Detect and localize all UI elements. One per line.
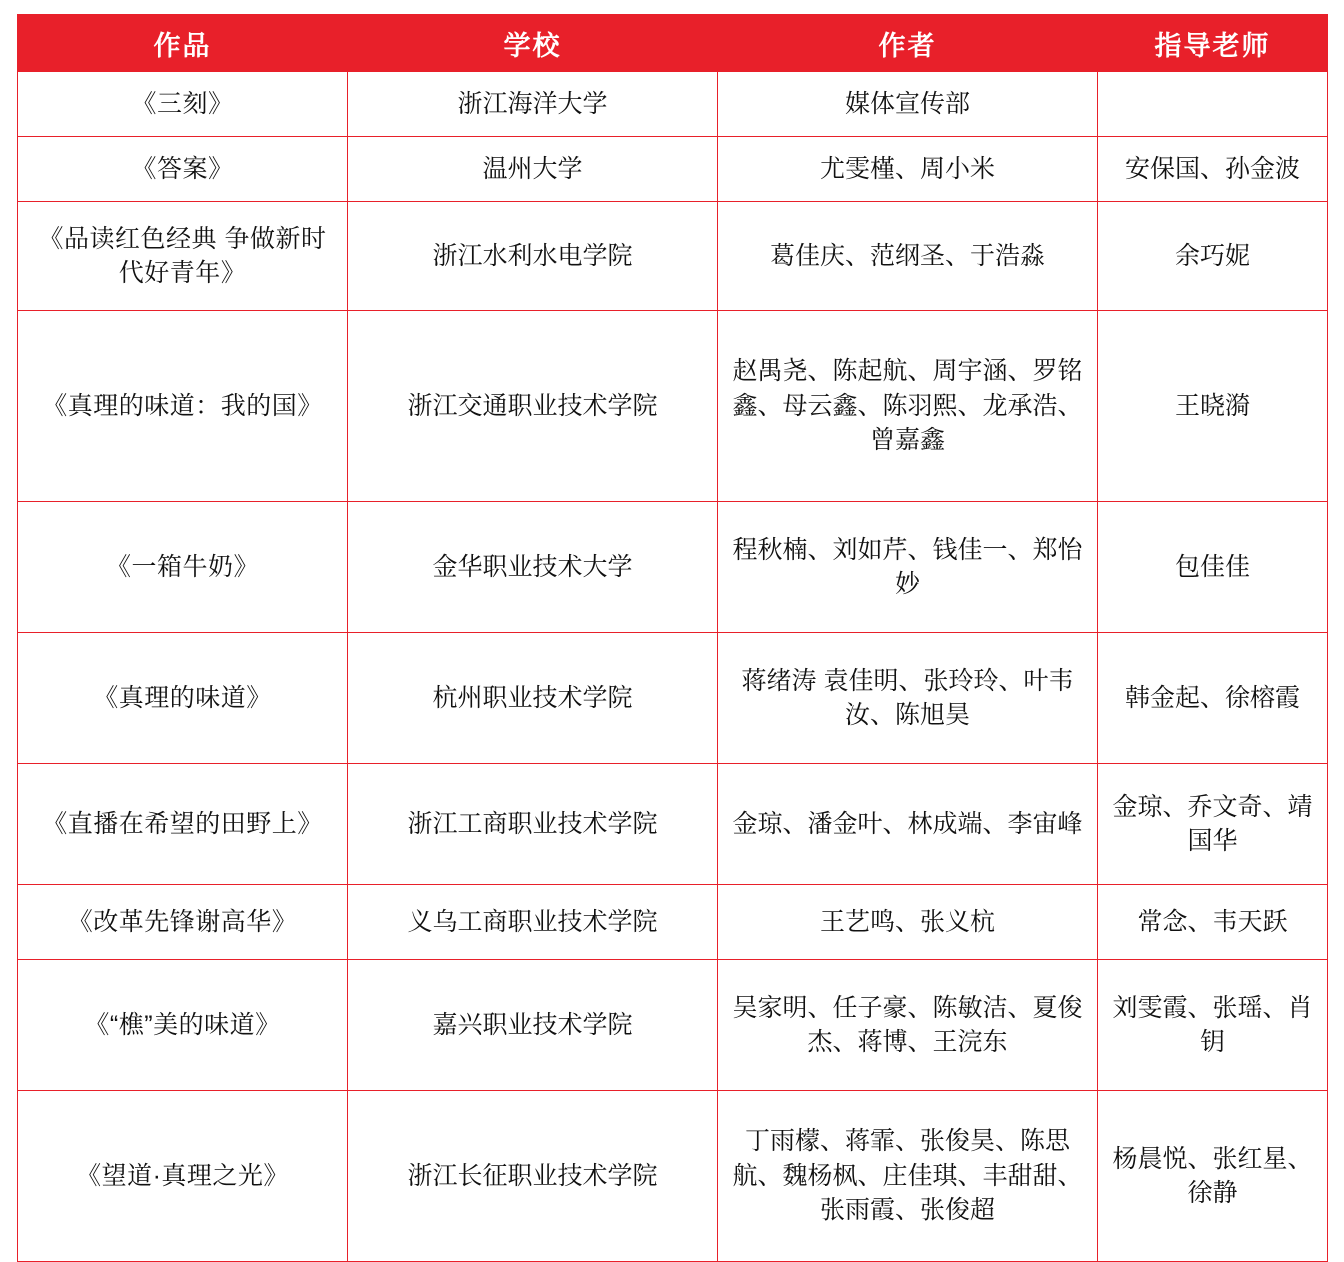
cell-teacher: 王晓漪 — [1098, 311, 1328, 502]
cell-work: 《直播在希望的田野上》 — [18, 764, 348, 885]
cell-work: 《望道·真理之光》 — [18, 1091, 348, 1262]
column-header-author: 作者 — [718, 15, 1098, 72]
table-row — [18, 633, 1328, 764]
cell-teacher: 杨晨悦、张红星、徐静 — [1098, 1091, 1328, 1262]
cell-teacher: 韩金起、徐榕霞 — [1098, 633, 1328, 764]
cell-school: 浙江工商职业技术学院 — [348, 764, 718, 885]
cell-school: 浙江长征职业技术学院 — [348, 1091, 718, 1262]
cell-teacher: 安保国、孙金波 — [1098, 137, 1328, 202]
cell-author: 吴家明、任子豪、陈敏洁、夏俊杰、蒋博、王浣东 — [718, 960, 1098, 1091]
cell-author: 赵禺尧、陈起航、周宇涵、罗铭鑫、母云鑫、陈羽熙、龙承浩、曾嘉鑫 — [718, 311, 1098, 502]
table-row — [18, 202, 1328, 311]
cell-school: 浙江交通职业技术学院 — [348, 311, 718, 502]
cell-work: 《答案》 — [18, 137, 348, 202]
cell-author: 程秋楠、刘如芹、钱佳一、郑怡妙 — [718, 502, 1098, 633]
cell-school: 杭州职业技术学院 — [348, 633, 718, 764]
table-row — [18, 137, 1328, 202]
cell-school: 浙江水利水电学院 — [348, 202, 718, 311]
cell-work: 《真理的味道》 — [18, 633, 348, 764]
cell-work: 《一箱牛奶》 — [18, 502, 348, 633]
cell-work: 《三刻》 — [18, 72, 348, 137]
cell-work: 《真理的味道：我的国》 — [18, 311, 348, 502]
table-header — [18, 15, 1328, 72]
cell-author: 金琼、潘金叶、林成端、李宙峰 — [718, 764, 1098, 885]
cell-school: 金华职业技术大学 — [348, 502, 718, 633]
cell-school: 嘉兴职业技术学院 — [348, 960, 718, 1091]
cell-school: 义乌工商职业技术学院 — [348, 885, 718, 960]
table-row — [18, 502, 1328, 633]
table-row — [18, 960, 1328, 1091]
table-row — [18, 311, 1328, 502]
cell-school: 浙江海洋大学 — [348, 72, 718, 137]
cell-work: 《“樵”美的味道》 — [18, 960, 348, 1091]
cell-author: 媒体宣传部 — [718, 72, 1098, 137]
table-row — [18, 885, 1328, 960]
cell-author: 蒋绪涛 袁佳明、张玲玲、叶韦汝、陈旭昊 — [718, 633, 1098, 764]
cell-author: 葛佳庆、范纲圣、于浩淼 — [718, 202, 1098, 311]
award-works-table — [17, 14, 1328, 1262]
column-header-teacher: 指导老师 — [1098, 15, 1328, 72]
cell-teacher: 常念、韦天跃 — [1098, 885, 1328, 960]
cell-teacher — [1098, 72, 1328, 137]
cell-author: 尤雯槿、周小米 — [718, 137, 1098, 202]
cell-teacher: 刘雯霞、张瑶、肖钥 — [1098, 960, 1328, 1091]
cell-author: 王艺鸣、张义杭 — [718, 885, 1098, 960]
cell-work: 《改革先锋谢高华》 — [18, 885, 348, 960]
cell-author: 丁雨檬、蒋霏、张俊昊、陈思航、魏杨枫、庄佳琪、丰甜甜、张雨霞、张俊超 — [718, 1091, 1098, 1262]
column-header-school: 学校 — [348, 15, 718, 72]
cell-teacher: 包佳佳 — [1098, 502, 1328, 633]
cell-school: 温州大学 — [348, 137, 718, 202]
cell-teacher: 余巧妮 — [1098, 202, 1328, 311]
table-row — [18, 764, 1328, 885]
column-header-work: 作品 — [18, 15, 348, 72]
table-row — [18, 72, 1328, 137]
cell-work: 《品读红色经典 争做新时代好青年》 — [18, 202, 348, 311]
cell-teacher: 金琼、乔文奇、靖国华 — [1098, 764, 1328, 885]
table-header-row — [18, 15, 1328, 72]
table-row — [18, 1091, 1328, 1262]
table-body — [18, 72, 1328, 1262]
